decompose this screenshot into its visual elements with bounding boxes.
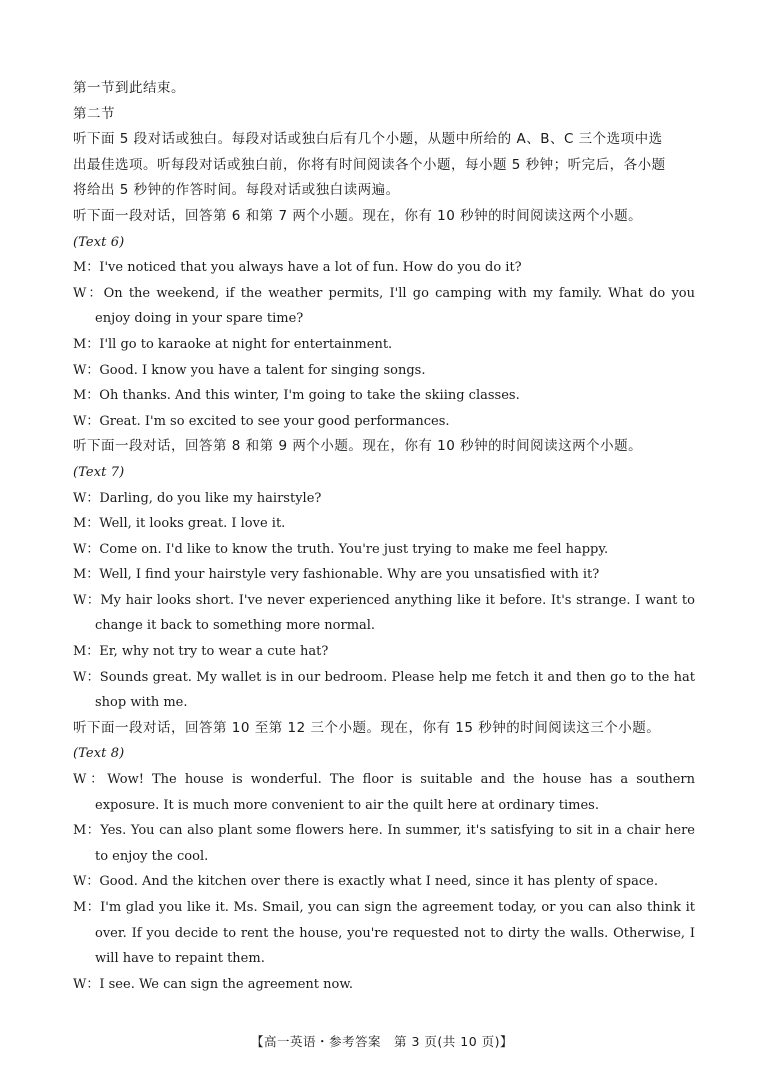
dialogue-turn: M：Oh thanks. And this winter, I'm going to take the skiing classes.: [73, 388, 520, 404]
section-end-note: 第一节到此结束。: [73, 80, 185, 96]
dialogue-turn: M：Well, I find your hairstyle very fashionable. Why are you unsatisfied with it?: [73, 567, 600, 583]
dialogue-turn: W：Come on. I'd like to know the truth. You're just trying to make me feel happy.: [73, 541, 609, 557]
dialogue-turn: M：I've noticed that you always have a lot of fun. How do you do it?: [73, 260, 522, 276]
dialogue-turn: M：I'll go to karaoke at night for entertainment.: [73, 336, 393, 352]
dialogue-turn: W：Good. I know you have a talent for singing songs.: [73, 362, 426, 378]
dialogue-turn: W：I see. We can sign the agreement now.: [73, 976, 354, 992]
page-content: [73, 76, 695, 997]
instruction-line: 听下面 5 段对话或独白。每段对话或独白后有几个小题，从题中所给的 A、B、C 三个选项中选: [73, 131, 663, 148]
dialogue-turn: W：Good. And the kitchen over there is exactly what I need, since it has plenty of space.: [73, 874, 658, 890]
text-label: (Text 6): [73, 234, 125, 250]
question-prompt: 听下面一段对话，回答第 10 至第 12 三个小题。现在，你有 15 秒钟的时间阅读这三个小题。: [73, 719, 661, 736]
dialogue-turn: M：Er, why not try to wear a cute hat?: [73, 644, 329, 660]
dialogue-turn: W：Sounds great. My wallet is in our bedroom. Please help me fetch it and then go to the hat shop with me.: [73, 669, 695, 711]
instruction-line: 将给出 5 秒钟的作答时间。每段对话或独白读两遍。: [73, 182, 400, 199]
dialogue-turn: W：On the weekend, if the weather permits, I'll go camping with my family. What do you enjoy doing in your spare time?: [73, 285, 695, 327]
page-footer: 【高一英语・参考答案 第 3 页(共 10 页)】: [250, 1034, 513, 1049]
text-label: (Text 7): [73, 464, 125, 480]
dialogue-turn: W：Great. I'm so excited to see your good performances.: [73, 413, 450, 429]
dialogue-turn: W：My hair looks short. I've never experienced anything like it before. It's strange. I want to change it back to something more normal.: [73, 592, 695, 634]
dialogue-turn: M：I'm glad you like it. Ms. Smail, you can sign the agreement today, or you can also think it over. If you decide to rent the house, you're requested not to dirty the walls. Otherwise, I will have to repaint them.: [73, 900, 695, 967]
section-heading: 第二节: [73, 105, 115, 122]
question-prompt: 听下面一段对话，回答第 6 和第 7 两个小题。现在，你有 10 秒钟的时间阅读这两个小题。: [73, 207, 643, 224]
question-prompt: 听下面一段对话，回答第 8 和第 9 两个小题。现在，你有 10 秒钟的时间阅读这两个小题。: [73, 438, 643, 455]
instruction-line: 出最佳选项。听每段对话或独白前，你将有时间阅读各个小题，每小题 5 秒钟；听完后，各小题: [73, 156, 666, 173]
dialogue-turn: M：Yes. You can also plant some flowers here. In summer, it's satisfying to sit in a chair here to enjoy the cool.: [73, 823, 695, 864]
dialogue-turn: W：Darling, do you like my hairstyle?: [73, 490, 322, 506]
dialogue-turn: W：Wow! The house is wonderful. The floor is suitable and the house has a southern exposure. It is much more convenient to air the quilt here at ordinary times.: [73, 772, 695, 813]
text-label: (Text 8): [73, 746, 125, 762]
dialogue-turn: M：Well, it looks great. I love it.: [73, 516, 286, 532]
